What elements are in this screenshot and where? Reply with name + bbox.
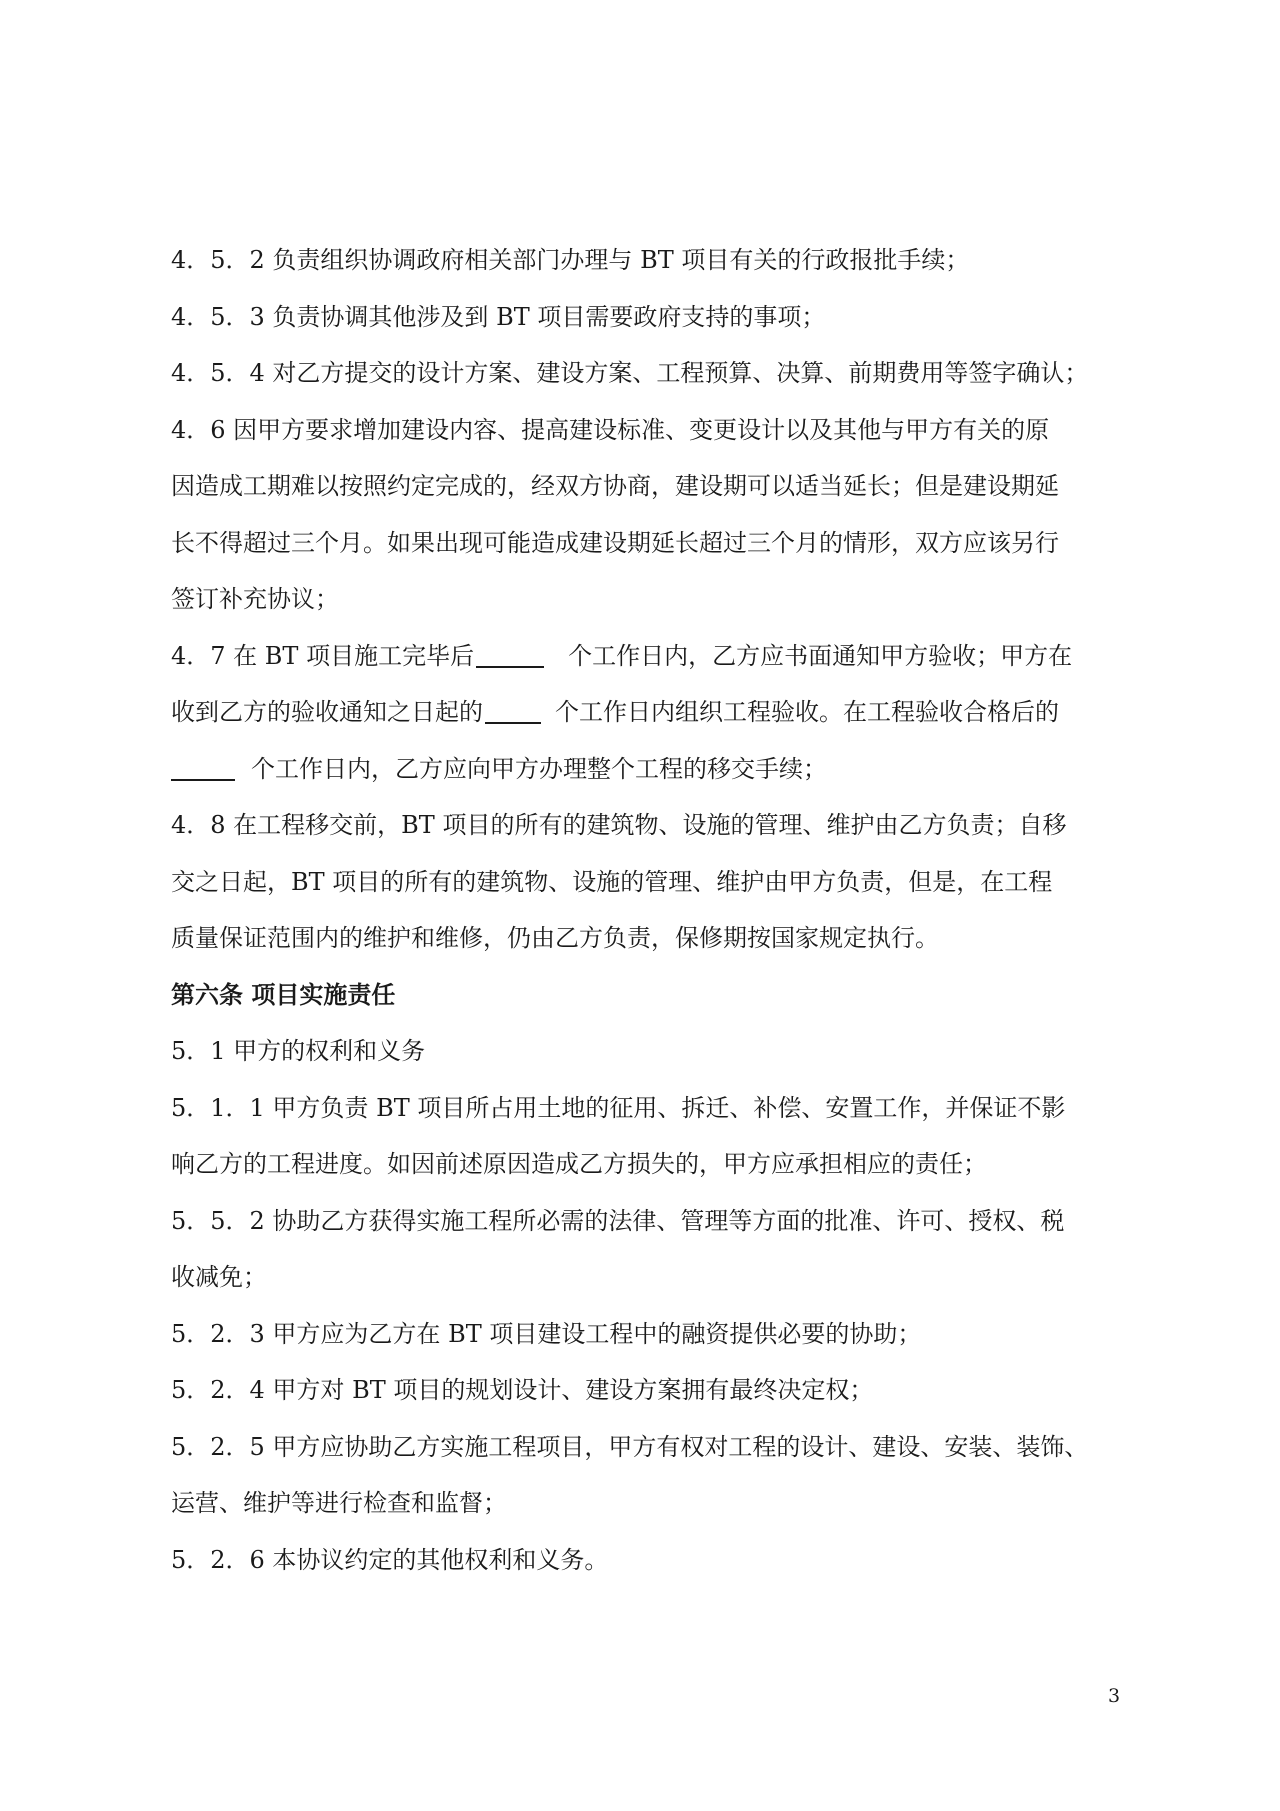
fill-in-blank — [476, 636, 544, 668]
line-text: 收到乙方的验收通知之日起的 — [171, 698, 483, 726]
paragraph-line: 4．5．4 对乙方提交的设计方案、建设方案、工程预算、决算、前期费用等签字确认； — [171, 359, 1089, 387]
paragraph-line: 5．2．6 本协议约定的其他权利和义务。 — [171, 1545, 609, 1574]
paragraph-line: 交之日起，BT 项目的所有的建筑物、设施的管理、维护由甲方负责，但是，在工程 — [171, 867, 1053, 896]
paragraph-line: 5．5．2 协助乙方获得实施工程所必需的法律、管理等方面的批准、许可、授权、税 — [171, 1206, 1065, 1235]
paragraph-line: 签订补充协议； — [171, 585, 339, 613]
line-text: 个工作日内组织工程验收。在工程验收合格后的 — [555, 698, 1059, 726]
paragraph-line: 4．8 在工程移交前，BT 项目的所有的建筑物、设施的管理、维护由乙方负责；自移 — [171, 811, 1067, 839]
paragraph-line-with-blank — [171, 684, 1121, 741]
paragraph-line: 响乙方的工程进度。如因前述原因造成乙方损失的，甲方应承担相应的责任； — [171, 1150, 987, 1178]
paragraph-line-with-blank — [171, 741, 1121, 798]
line-text: 个工作日内，乙方应向甲方办理整个工程的移交手续； — [251, 754, 827, 783]
paragraph-line: 因造成工期难以按照约定完成的，经双方协商，建设期可以适当延长；但是建设期延 — [171, 472, 1059, 500]
paragraph-line: 长不得超过三个月。如果出现可能造成建设期延长超过三个月的情形，双方应该另行 — [171, 528, 1059, 557]
paragraph-line: 质量保证范围内的维护和维修，仍由乙方负责，保修期按国家规定执行。 — [171, 924, 939, 952]
page-number: 3 — [1108, 1685, 1121, 1707]
fill-in-blank — [485, 692, 541, 724]
paragraph-line: 5．1 甲方的权利和义务 — [171, 1037, 426, 1065]
document-body — [171, 232, 1121, 1588]
paragraph-line: 4．6 因甲方要求增加建设内容、提高建设标准、变更设计以及其他与甲方有关的原 — [171, 415, 1050, 444]
line-text: 4．7 在 BT 项目施工完毕后 — [171, 641, 475, 670]
paragraph-line: 运营、维护等进行检查和监督； — [171, 1489, 507, 1517]
paragraph-line: 5．2．5 甲方应协助乙方实施工程项目，甲方有权对工程的设计、建设、安装、装饰、 — [171, 1432, 1089, 1461]
paragraph-line: 收减免； — [171, 1263, 267, 1291]
paragraph-line: 5．2．3 甲方应为乙方在 BT 项目建设工程中的融资提供必要的协助； — [171, 1319, 922, 1348]
line-text: 个工作日内，乙方应书面通知甲方验收；甲方在 — [568, 641, 1073, 670]
paragraph-line: 5．1．1 甲方负责 BT 项目所占用土地的征用、拆迁、补偿、安置工作，并保证不影 — [171, 1093, 1066, 1122]
paragraph-line-with-blank — [171, 628, 1121, 685]
paragraph-line: 5．2．4 甲方对 BT 项目的规划设计、建设方案拥有最终决定权； — [171, 1376, 874, 1404]
section-heading: 第六条 项目实施责任 — [171, 979, 396, 1009]
fill-in-blank — [171, 749, 235, 781]
paragraph-line: 4．5．2 负责组织协调政府相关部门办理与 BT 项目有关的行政报批手续； — [171, 246, 970, 274]
paragraph-line: 4．5．3 负责协调其他涉及到 BT 项目需要政府支持的事项； — [171, 302, 826, 331]
